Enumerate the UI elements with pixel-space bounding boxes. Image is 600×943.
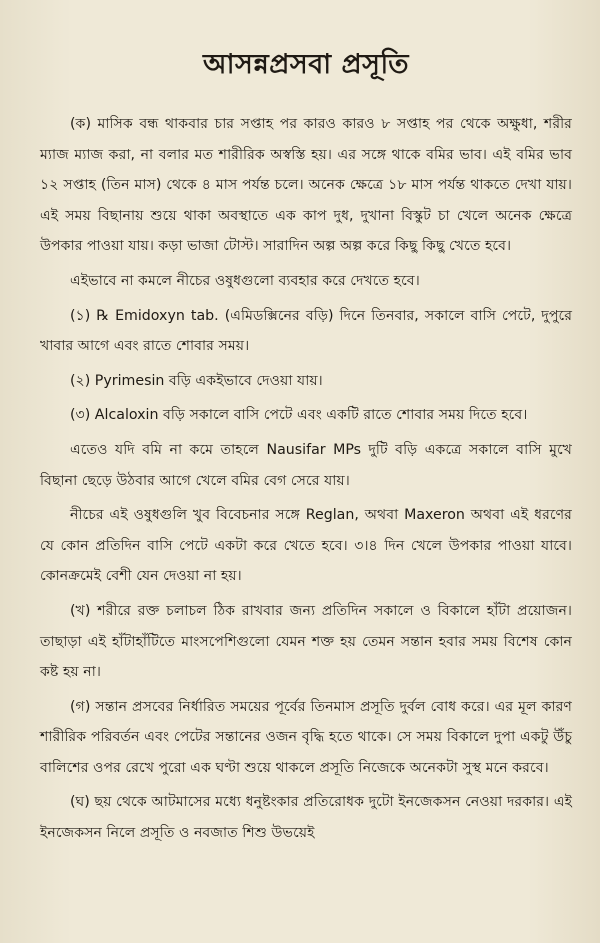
paragraph-gha: (ঘ) ছয় থেকে আটমাসের মধ্যে ধনুষ্টংকার প্রতিরোধক দুটো ইনজেকসন নেওয়া দরকার। এই ইনজেকসন নিলে প্রসূতি ও নবজাত শিশু উভয়েই (40, 794, 572, 842)
paragraph-medicine-3: (৩) Alcaloxin বড়ি সকালে বাসি পেটে এবং একটি রাতে শোবার সময় দিতে হবে। (70, 407, 528, 424)
paragraph-medicine-2: (২) Pyrimesin বড়ি একইভাবে দেওয়া যায়। (70, 372, 323, 389)
paragraph-kha: (খ) শরীরে রক্ত চলাচল ঠিক রাখবার জন্য প্রতিদিন সকালে ও বিকালে হাঁটা প্রয়োজন। তাছাড়া এই হাঁটাহাঁটিতে মাংসপেশিগুলো যেমন শক্ত হয় তেমন সন্তান হবার সময় বিশেষ কোন কষ্ট হয় না। (40, 602, 572, 681)
page-title: আসন্নপ্রসবা প্রসূতি (203, 49, 409, 80)
paragraph-ga: (গ) সন্তান প্রসবের নির্ধারিত সময়ের পূর্বের তিনমাস প্রসূতি দুর্বল বোধ করে। এর মূল কারণ শারীরিক পরিবর্তন এবং পেটের সন্তানের ওজন বৃদ্ধি হতে থাকে। সে সময় বিকালে দুপা একটু উঁচু বালিশের ওপর রেখে পুরো এক ঘণ্টা শুয়ে থাকলে প্রসূতি নিজেকে অনেকটা সুস্থ মনে করবে। (40, 698, 572, 776)
paragraph-nausifar: এতেও যদি বমি না কমে তাহলে Nausifar MPs দুটি বড়ি একত্রে সকালে বাসি মুখে বিছানা ছেড়ে উঠবার আগে খেলে বমির বেগ সেরে যায়। (40, 441, 572, 489)
paragraph-medicine-1: (১) ℞ Emidoxyn tab. (এমিডক্সিনের বড়ি) দিনে তিনবার, সকালে বাসি পেটে, দুপুরে খাবার আগে এবং রাতে শোবার সময়। (40, 307, 572, 355)
paragraph-ka: (ক) মাসিক বন্ধ থাকবার চার সপ্তাহ পর কারও কারও ৮ সপ্তাহ পর থেকে অক্ষুধা, শরীর ম্যাজ ম্যাজ করা, না বলার মত শারীরিক অস্বস্তি হয়। এর সঙ্গে থাকে বমির ভাব। এই বমির ভাব ১২ সপ্তাহ (তিন মাস) থেকে ৪ মাস পর্যন্ত চলে। অনেক ক্ষেত্রে ১৮ মাস পর্যন্ত থাকতে দেখা যায়। এই সময় বিছানায় শুয়ে থাকা অবস্থাতে এক কাপ দুধ, দুখানা বিস্কুট চা খেলে অনেক ক্ষেত্রে উপকার পাওয়া যায়। কড়া ভাজা টোস্ট। সারাদিন অল্প অল্প করে কিছু কিছু খেতে হবে। (40, 116, 572, 255)
paragraph-medicine-intro: এইভাবে না কমলে নীচের ওষুধগুলো ব্যবহার করে দেখতে হবে। (70, 272, 420, 289)
paragraph-reglan: নীচের এই ওষুধগুলি খুব বিবেচনার সঙ্গে Reglan, অথবা Maxeron অথবা এই ধরণের যে কোন প্রতিদিন বাসি পেটে একটা করে খেতে হবে। ৩।৪ দিন খেলে উপকার পাওয়া যাবে। কোনক্রমেই বেশী যেন দেওয়া না হয়। (40, 507, 572, 585)
